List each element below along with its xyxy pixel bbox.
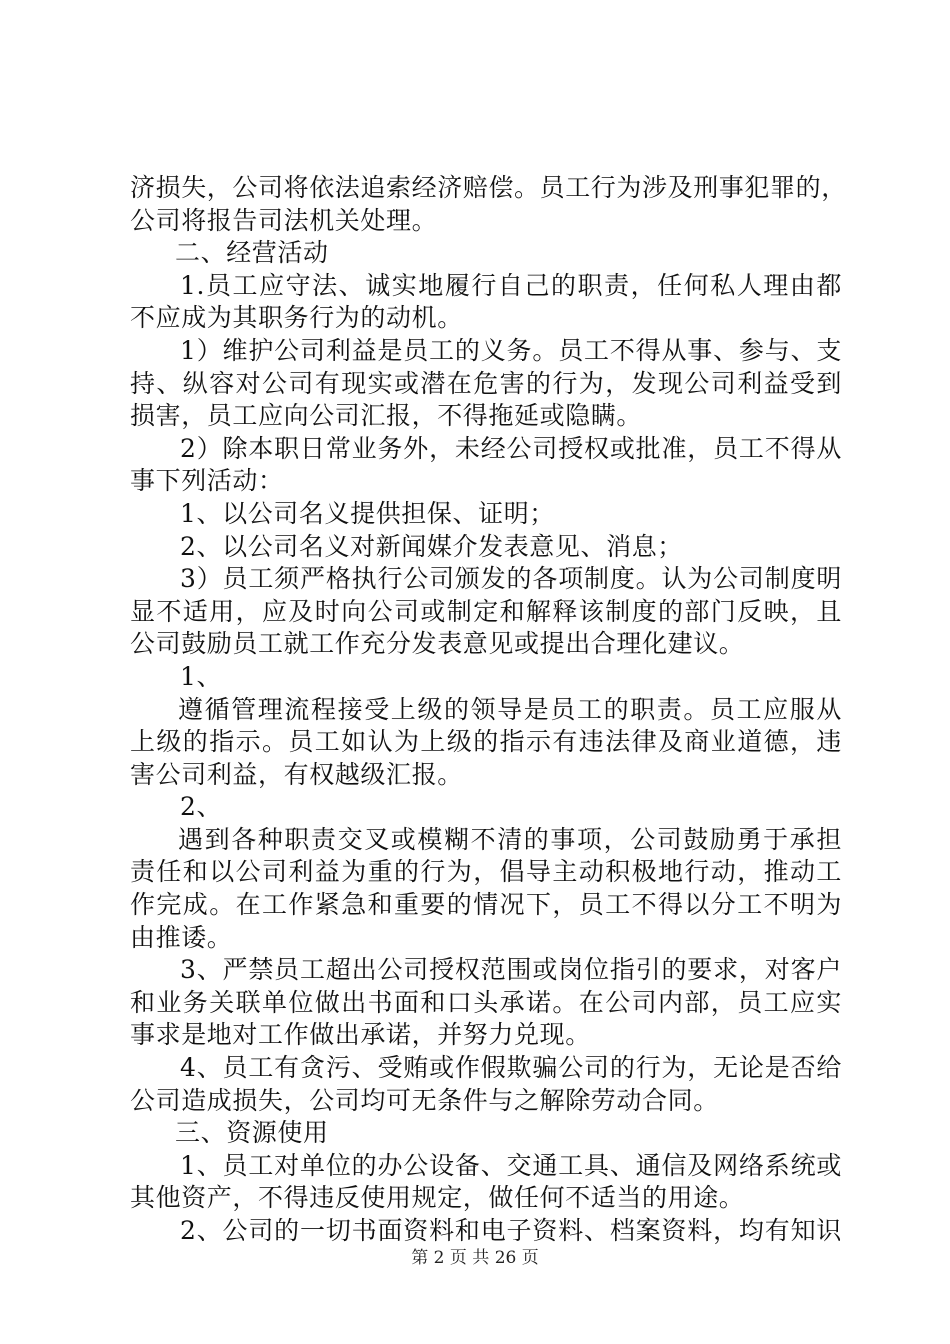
text-line: 3）员工须严格执行公司颁发的各项制度。认为公司制度明 [180,564,842,594]
document-body [130,172,847,1248]
text-line: 1、员工对单位的办公设备、交通工具、通信及网络系统或 [180,1150,842,1180]
text-line: 不应成为其职务行为的动机。 [130,303,463,333]
text-line: 二、经营活动 [175,238,329,268]
text-line: 事求是地对工作做出承诺，并努力兑现。 [130,1020,591,1050]
text-line: 和业务关联单位做出书面和口头承诺。在公司内部，员工应实 [130,987,842,1017]
text-line: 2、 [180,792,223,822]
text-line: 济损失，公司将依法追索经济赔偿。员工行为涉及刑事犯罪的， [130,173,847,202]
text-line: 持、纵容对公司有现实或潜在危害的行为，发现公司利益受到 [130,368,842,398]
text-line: 公司鼓励员工就工作充分发表意见或提出合理化建议。 [130,629,745,659]
text-line: 3、严禁员工超出公司授权范围或岗位指引的要求，对客户 [180,955,842,985]
text-line: 三、资源使用 [175,1118,329,1148]
text-line: 损害，员工应向公司汇报，不得拖延或隐瞒。 [130,401,643,431]
text-line: 1、 [180,661,223,691]
text-line: 事下列活动： [130,466,284,496]
text-line: 公司造成损失，公司均可无条件与之解除劳动合同。 [130,1085,719,1115]
text-line: 其他资产，不得违反使用规定，做任何不适当的用途。 [130,1183,745,1213]
text-line: 遇到各种职责交叉或模糊不清的事项，公司鼓励勇于承担 [178,824,842,854]
text-line: 2）除本职日常业务外，未经公司授权或批准，员工不得从 [180,433,842,463]
text-line: 1、以公司名义提供担保、证明； [180,498,555,528]
page-number-footer: 第 2 页 共 26 页 [411,1248,539,1268]
text-line: 1.员工应守法、诚实地履行自己的职责，任何私人理由都 [180,270,842,300]
text-line: 公司将报告司法机关处理。 [130,205,438,235]
text-line: 责任和以公司利益为重的行为，倡导主动积极地行动，推动工 [130,857,842,887]
text-line: 由推诿。 [130,922,233,952]
text-line: 遵循管理流程接受上级的领导是员工的职责。员工应服从 [178,694,842,724]
text-line: 显不适用，应及时向公司或制定和解释该制度的部门反映，且 [130,596,842,626]
text-line: 1）维护公司利益是员工的义务。员工不得从事、参与、支 [180,335,842,365]
text-line: 4、员工有贪污、受贿或作假欺骗公司的行为，无论是否给 [180,1053,842,1083]
text-line: 作完成。在工作紧急和重要的情况下，员工不得以分工不明为 [130,890,842,920]
text-line: 2、公司的一切书面资料和电子资料、档案资料，均有知识 [180,1216,842,1245]
text-line: 2、以公司名义对新闻媒介发表意见、消息； [180,531,683,561]
text-line: 上级的指示。员工如认为上级的指示有违法律及商业道德，违 [130,727,842,757]
text-line: 害公司利益，有权越级汇报。 [130,759,463,789]
